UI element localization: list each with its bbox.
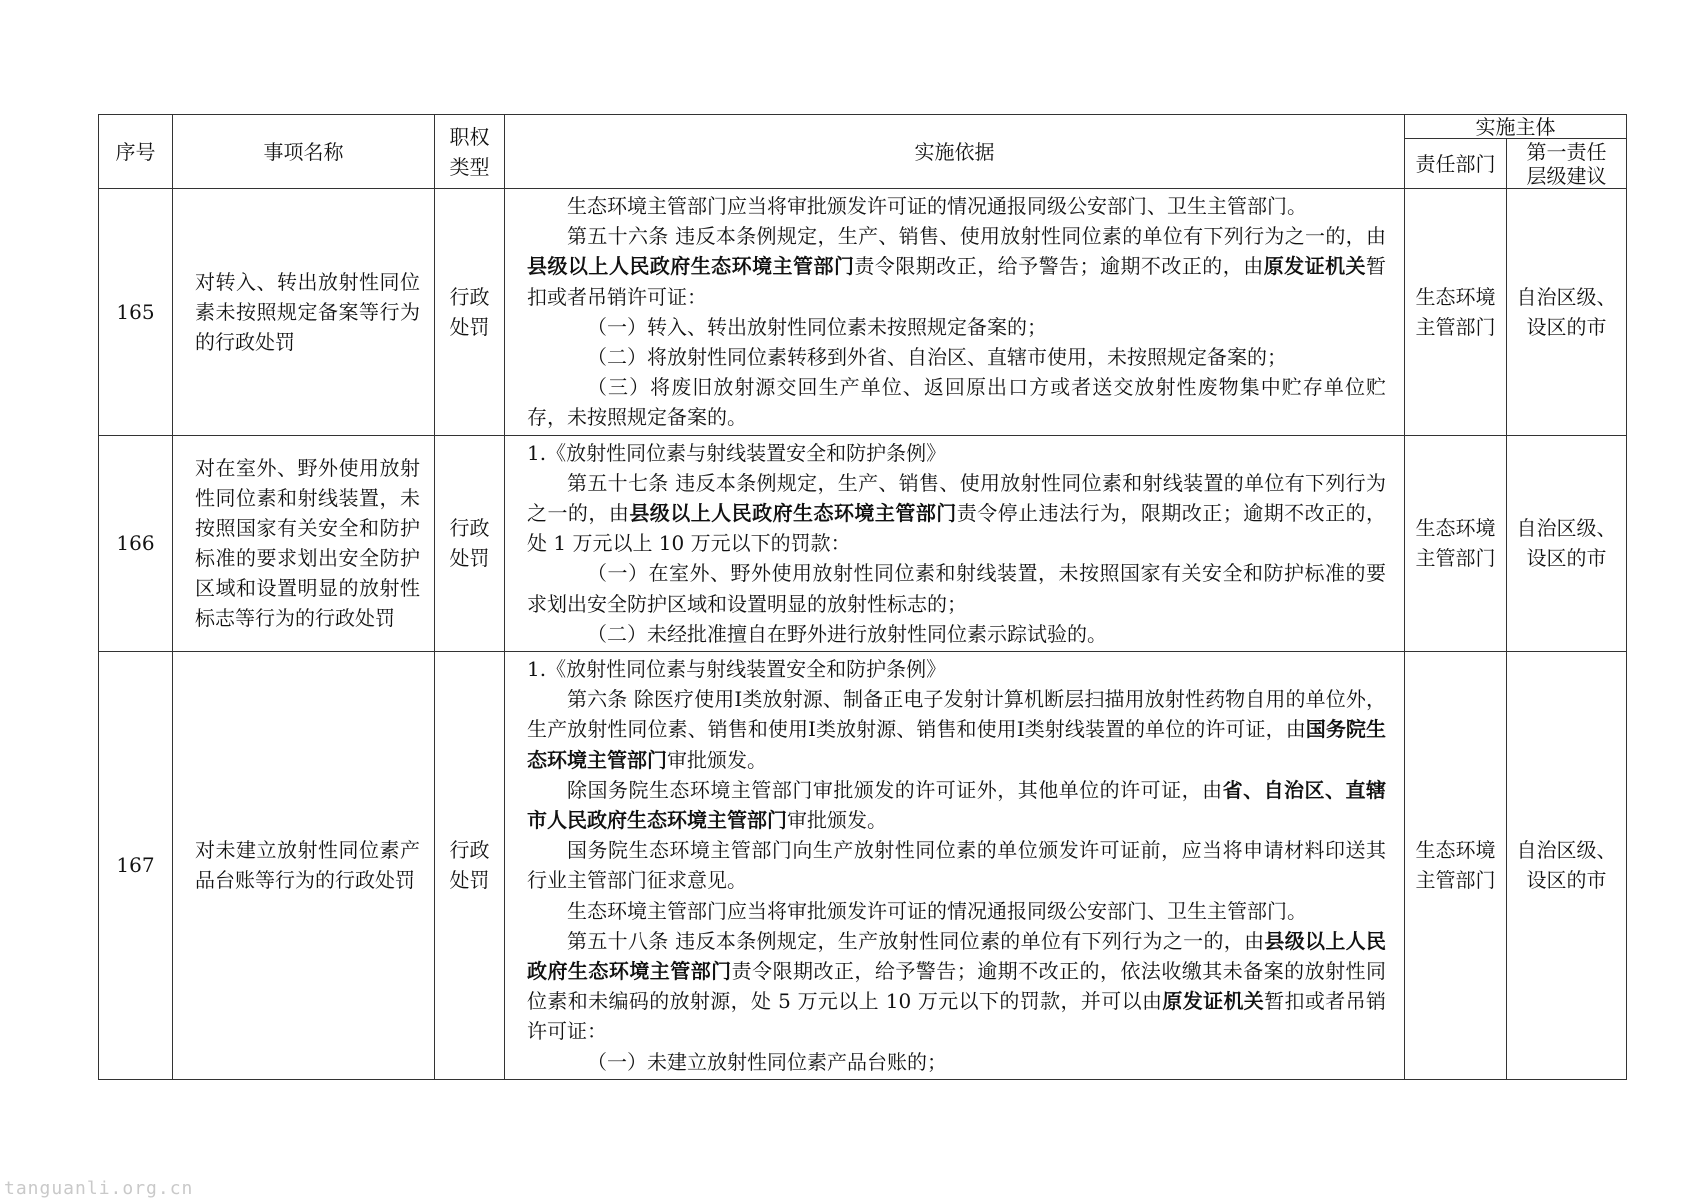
row-type-line1: 行政 xyxy=(449,838,490,863)
row-serial-number: 167 xyxy=(99,652,173,1080)
row-type-line1: 行政 xyxy=(449,516,490,541)
level-line1: 自治区级、 xyxy=(1516,284,1617,309)
dept-line2: 主管部门 xyxy=(1415,868,1496,893)
row-responsibility-level xyxy=(1507,435,1627,651)
header-serial-number: 序号 xyxy=(99,115,173,189)
basis-paragraph: （一）在室外、野外使用放射性同位素和射线装置，未按照国家有关安全和防护标准的要求划出安全防护区域和设置明显的放射性标志的； xyxy=(527,561,1386,616)
basis-paragraph: 生态环境主管部门应当将审批颁发许可证的情况通报同级公安部门、卫生主管部门。 xyxy=(567,194,1307,218)
basis-paragraph: （一）未建立放射性同位素产品台账的； xyxy=(587,1049,947,1074)
row-implementation-basis xyxy=(505,652,1405,1080)
basis-emphasis: 国务院生态环境主管部门 xyxy=(527,717,1386,772)
row-type-line1: 行政 xyxy=(449,284,490,309)
dept-line2: 主管部门 xyxy=(1415,546,1496,571)
header-authority-type-line1: 职权 xyxy=(449,124,490,149)
row-authority-type xyxy=(435,435,505,651)
table-row xyxy=(99,189,1627,436)
basis-emphasis: 原发证机关 xyxy=(1263,254,1367,279)
row-implementation-basis xyxy=(505,189,1405,436)
basis-text: 第六条 除医疗使用Ⅰ类放射源、制备正电子发射计算机断层扫描用放射性药物自用的单位外，生产放射性同位素、销售和使用Ⅰ类放射源、销售和使用Ⅰ类射线装置的单位的许可证，由 xyxy=(527,687,1386,742)
basis-text: 责令限期改正，给予警告；逾期不改正的，依法收缴其未备案的放射性同位素和未编码的放射源，处 5 万元以上 10 万元以下的罚款，并可以由 xyxy=(527,959,1387,1014)
site-watermark: tanguanli.org.cn xyxy=(4,1178,194,1199)
row-authority-type xyxy=(435,652,505,1080)
basis-emphasis: 县级以上人民政府生态环境主管部门 xyxy=(527,928,1387,984)
row-responsible-department xyxy=(1405,435,1507,651)
dept-line1: 生态环境 xyxy=(1415,516,1496,541)
header-authority-type-line2: 类型 xyxy=(449,154,490,179)
basis-paragraph: 1.《放射性同位素与射线装置安全和防护条例》 xyxy=(527,440,947,465)
header-implementing-subject: 实施主体 xyxy=(1405,115,1627,139)
basis-text: 第五十七条 违反本条例规定，生产、销售、使用放射性同位素和射线装置的单位有下列行为之一的，由 xyxy=(527,470,1386,526)
row-item-name: 对转入、转出放射性同位素未按照规定备案等行为的行政处罚 xyxy=(173,189,435,436)
row-serial-number: 165 xyxy=(99,189,173,436)
basis-paragraph: （三）将废旧放射源交回生产单位、返回原出口方或者送交放射性废物集中贮存单位贮存，未按照规定备案的。 xyxy=(527,375,1386,430)
basis-emphasis: 原发证机关 xyxy=(1162,989,1265,1014)
level-line1: 自治区级、 xyxy=(1516,516,1617,541)
row-responsibility-level xyxy=(1507,652,1627,1080)
basis-emphasis: 县级以上人民政府生态环境主管部门 xyxy=(527,254,855,279)
row-responsible-department xyxy=(1405,652,1507,1080)
basis-paragraph: （一）转入、转出放射性同位素未按照规定备案的； xyxy=(587,314,1047,339)
level-line2: 设区的市 xyxy=(1526,546,1607,571)
header-level-line2: 层级建议 xyxy=(1526,163,1607,188)
row-item-name: 对在室外、野外使用放射性同位素和射线装置，未按照国家有关安全和防护标准的要求划出安全防护区域和设置明显的放射性标志等行为的行政处罚 xyxy=(173,435,435,651)
dept-line2: 主管部门 xyxy=(1415,314,1496,339)
level-line2: 设区的市 xyxy=(1526,314,1607,339)
header-level-line1: 第一责任 xyxy=(1526,139,1607,164)
header-first-responsibility-level xyxy=(1507,139,1627,189)
row-type-line2: 处罚 xyxy=(449,314,490,339)
basis-paragraph: 1.《放射性同位素与射线装置安全和防护条例》 xyxy=(527,657,947,682)
basis-text: 暂扣或者吊销许可证： xyxy=(527,989,1387,1044)
row-item-name: 对未建立放射性同位素产品台账等行为的行政处罚 xyxy=(173,652,435,1080)
header-implementation-basis: 实施依据 xyxy=(505,115,1405,189)
table-row xyxy=(99,652,1627,1080)
row-responsible-department xyxy=(1405,189,1507,436)
level-line1: 自治区级、 xyxy=(1516,838,1617,863)
basis-paragraph xyxy=(527,926,1386,1047)
level-line2: 设区的市 xyxy=(1526,868,1607,893)
basis-paragraph: （二）将放射性同位素转移到外省、自治区、直辖市使用，未按照规定备案的； xyxy=(587,345,1287,370)
basis-paragraph xyxy=(527,684,1386,775)
basis-paragraph xyxy=(527,221,1386,312)
row-responsibility-level xyxy=(1507,189,1627,436)
dept-line1: 生态环境 xyxy=(1415,284,1496,309)
table-row xyxy=(99,435,1627,651)
enforcement-items-table xyxy=(98,114,1627,1080)
basis-paragraph xyxy=(527,468,1386,559)
basis-paragraph xyxy=(527,775,1386,835)
row-type-line2: 处罚 xyxy=(449,868,490,893)
basis-text: 第五十八条 违反本条例规定，生产放射性同位素的单位有下列行为之一的，由 xyxy=(567,928,1265,953)
header-responsible-department: 责任部门 xyxy=(1405,139,1507,189)
basis-emphasis: 省、自治区、直辖市人民政府生态环境主管部门 xyxy=(527,777,1387,833)
basis-paragraph: 生态环境主管部门应当将审批颁发许可证的情况通报同级公安部门、卫生主管部门。 xyxy=(567,898,1307,923)
basis-emphasis: 县级以上人民政府生态环境主管部门 xyxy=(629,501,957,526)
basis-paragraph: （二）未经批准擅自在野外进行放射性同位素示踪试验的。 xyxy=(587,621,1107,646)
basis-text: 第五十六条 违反本条例规定，生产、销售、使用放射性同位素的单位有下列行为之一的，由 xyxy=(567,224,1386,249)
row-type-line2: 处罚 xyxy=(449,546,490,571)
dept-line1: 生态环境 xyxy=(1415,838,1496,863)
basis-text: 审批颁发。 xyxy=(667,747,767,772)
basis-text: 暂扣或者吊销许可证： xyxy=(527,254,1387,309)
header-item-name: 事项名称 xyxy=(173,115,435,189)
basis-text: 除国务院生态环境主管部门审批颁发的许可证外，其他单位的许可证，由 xyxy=(567,777,1223,802)
row-authority-type xyxy=(435,189,505,436)
basis-text: 审批颁发。 xyxy=(787,808,887,833)
basis-paragraph: 国务院生态环境主管部门向生产放射性同位素的单位颁发许可证前，应当将申请材料印送其行业主管部门征求意见。 xyxy=(527,838,1386,893)
header-authority-type xyxy=(435,115,505,189)
basis-text: 责令停止违法行为，限期改正；逾期不改正的，处 1 万元以上 10 万元以下的罚款： xyxy=(527,501,1387,556)
basis-text: 责令限期改正，给予警告；逾期不改正的，由 xyxy=(854,254,1264,279)
row-implementation-basis xyxy=(505,435,1405,651)
row-serial-number: 166 xyxy=(99,435,173,651)
